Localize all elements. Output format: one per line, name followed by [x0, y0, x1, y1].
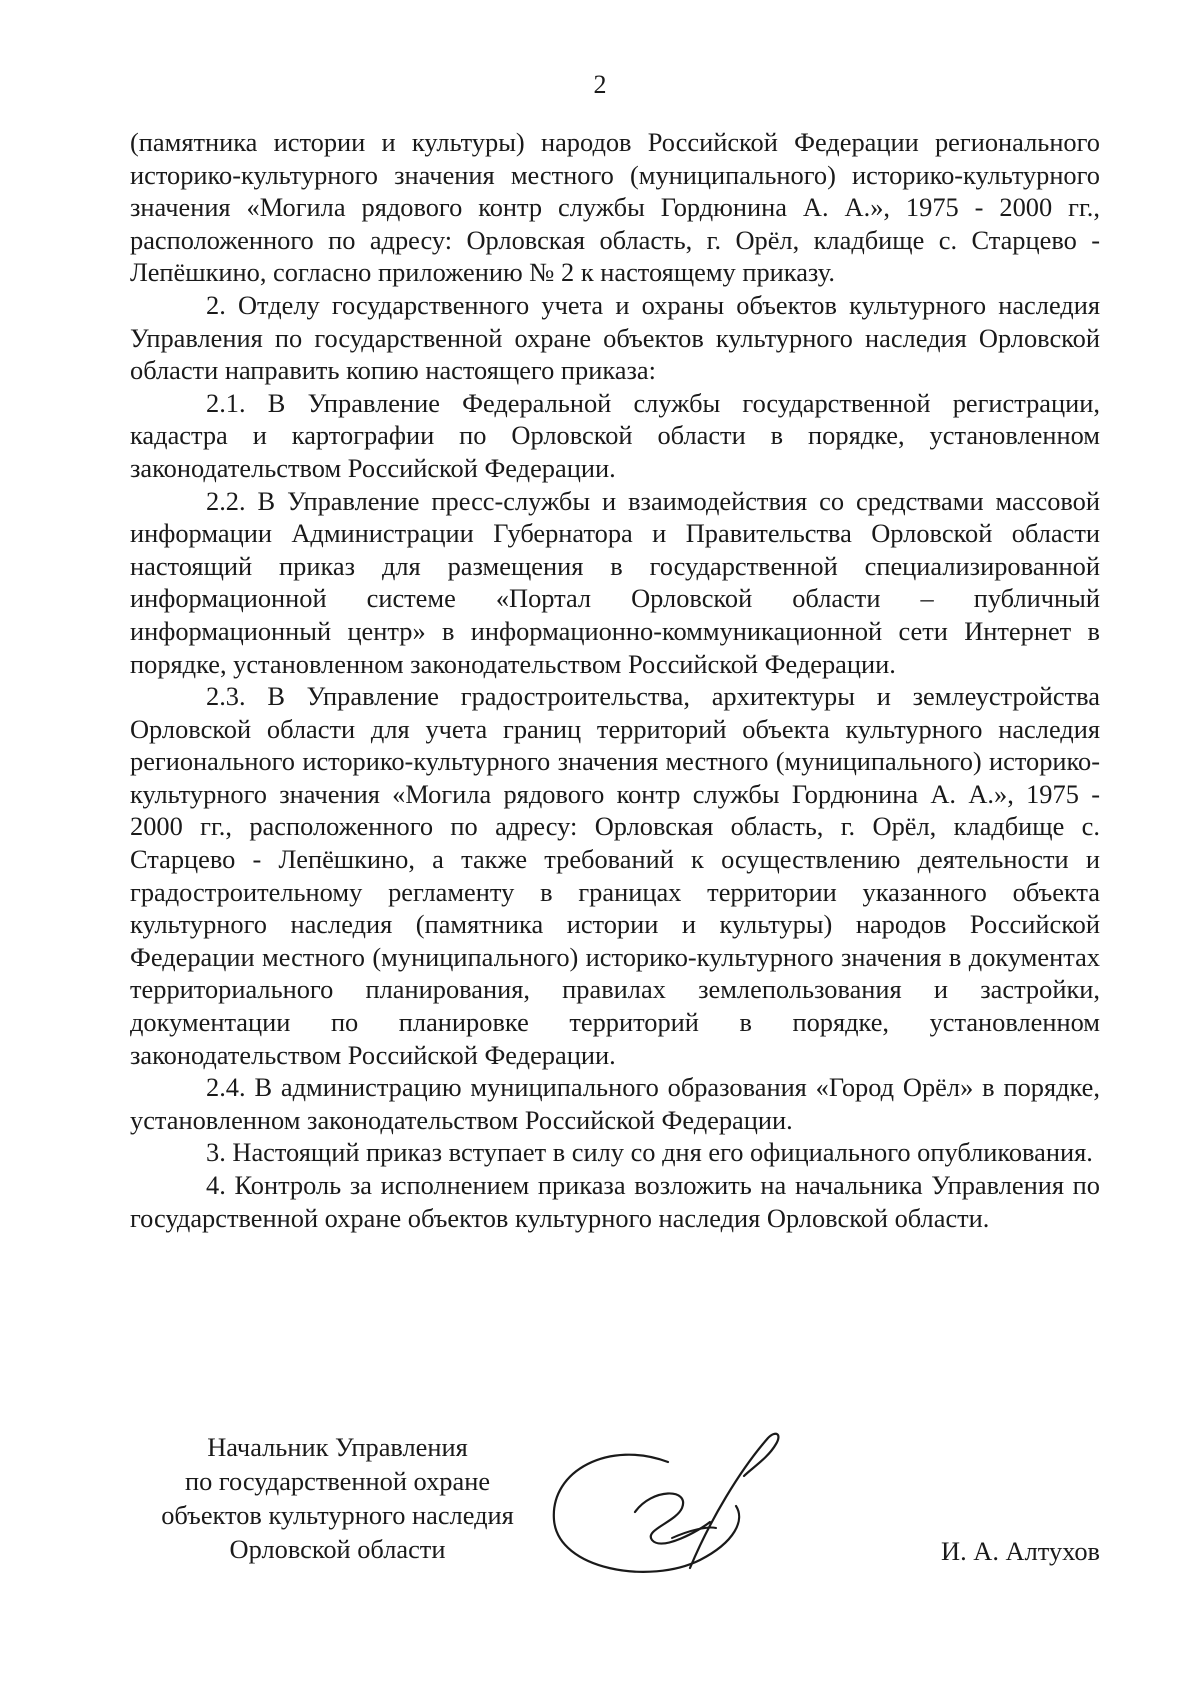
paragraph-item-3: 3. Настоящий приказ вступает в силу со дня его официального опубликования.: [206, 1137, 1093, 1168]
paragraph-continuation: (памятника истории и культуры) народов Российской Федерации регионального историко-культурного значения местного (муниципального) историко-культурного значения «Могила рядового контр службы Гордюнина А. А.», 1975 - 2000 гг., расположенного по адресу: Орловская область, г. Орёл, кладбище с. Старцево - Лепёшкино, согласно приложению № 2 к настоящему приказу.: [130, 127, 1100, 288]
document-body: [130, 126, 1100, 1234]
signer-title-line: по государственной охране: [184, 1466, 491, 1496]
paragraph-item-2-3: 2.3. В Управление градостроительства, архитектуры и землеустройства Орловской области для учета границ территорий объекта культурного наследия регионального историко-культурного значения местного (муниципального) историко-культурного значения «Могила рядового контр службы Гордюнина А. А.», 1975 - 2000 гг., расположенного по адресу: Орловская область, г. Орёл, кладбище с. Старцево - Лепёшкино, а также требований к осуществлению деятельности и градостроительному регламенту в границах территории указанного объекта культурного наследия (памятника истории и культуры) народов Российской Федерации местного (муниципального) историко-культурного значения в документах территориального планирования, правилах землепользования и застройки, документации по планировке территорий в порядке, установленном законодательством Российской Федерации.: [130, 681, 1100, 1070]
paragraph-item-2-1: 2.1. В Управление Федеральной службы государственной регистрации, кадастра и картографии по Орловской области в порядке, установленном законодательством Российской Федерации.: [130, 387, 1100, 483]
signer-title-line: Начальник Управления: [207, 1432, 468, 1462]
paragraph-item-2-2: 2.2. В Управление пресс-службы и взаимодействия со средствами массовой информации Администрации Губернатора и Правительства Орловской области настоящий приказ для размещения в государственной специализированной информационной системе «Портал Орловской области – публичный информационный центр» в информационно-коммуникационной сети Интернет в порядке, установленном законодательством Российской Федерации.: [130, 485, 1100, 679]
signer-title-line: Орловской области: [229, 1534, 446, 1564]
paragraph-item-4: 4. Контроль за исполнением приказа возложить на начальника Управления по государственной охране объектов культурного наследия Орловской области.: [130, 1170, 1100, 1233]
paragraph-item-2: 2. Отделу государственного учета и охраны объектов культурного наследия Управления по государственной охране объектов культурного наследия Орловской области направить копию настоящего приказа:: [130, 289, 1100, 386]
signer-title-line: объектов культурного наследия: [161, 1500, 514, 1530]
page-number: 2: [593, 70, 607, 99]
paragraph-item-2-4: 2.4. В администрацию муниципального образования «Город Орёл» в порядке, установленном законодательством Российской Федерации.: [130, 1072, 1100, 1135]
handwritten-signature: [540, 1410, 800, 1600]
signature-block: [130, 1430, 1100, 1590]
signer-title: [130, 1430, 545, 1566]
signer-name: И. А. Алтухов: [941, 1536, 1100, 1566]
